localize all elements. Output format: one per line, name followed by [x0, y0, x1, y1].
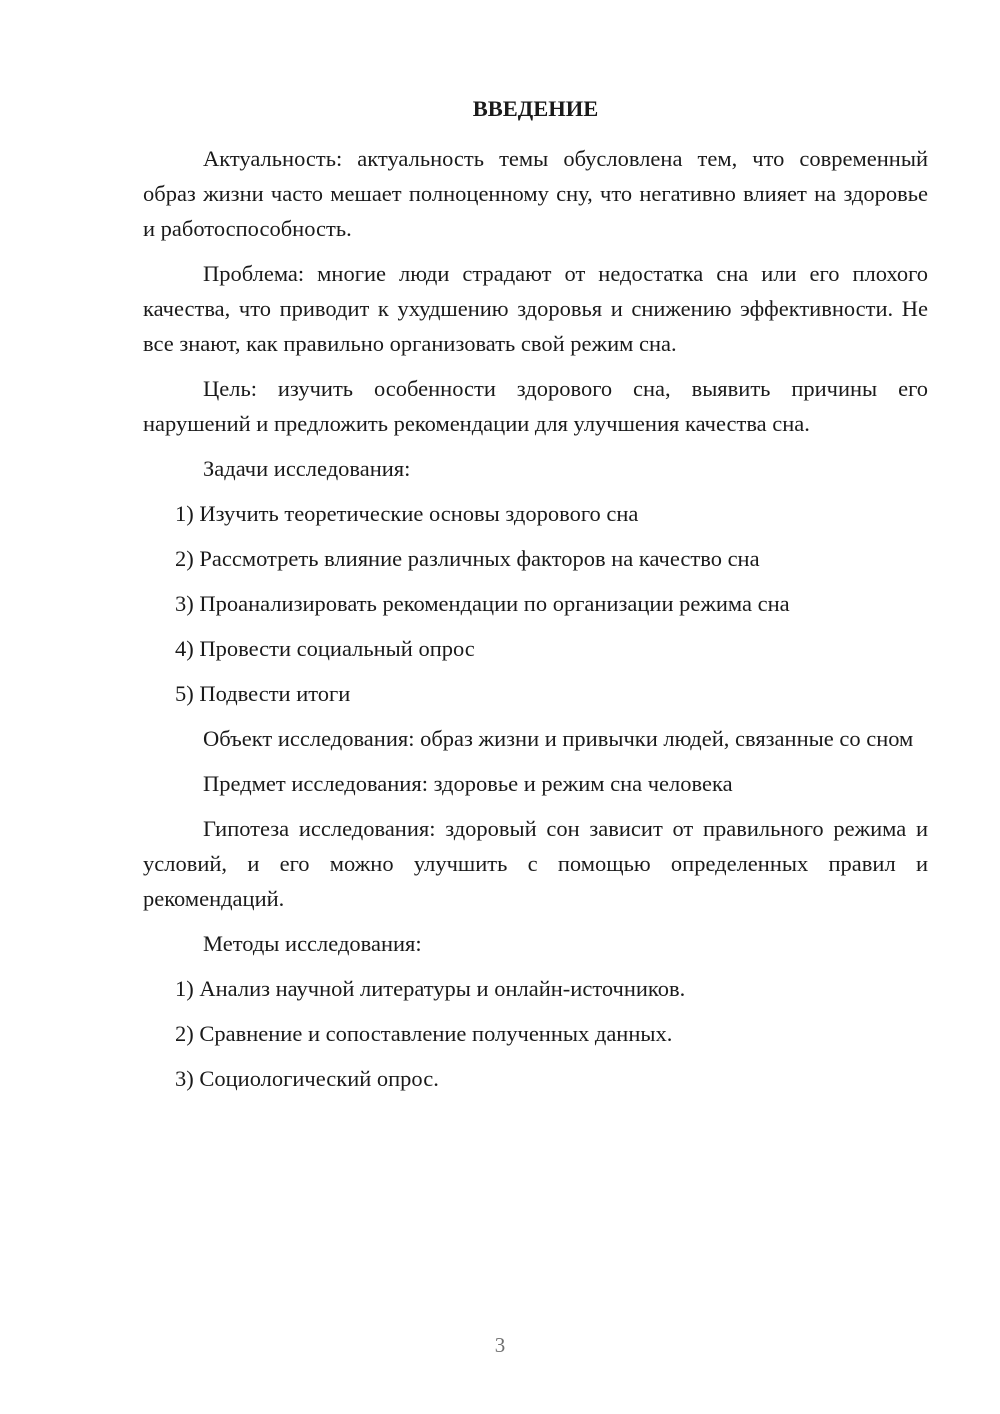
tasks-title: Задачи исследования: — [203, 456, 411, 481]
list-item: 1) Изучить теоретические основы здорового сна — [175, 501, 639, 526]
list-item: 3) Социологический опрос. — [175, 1066, 439, 1091]
paragraph-subject: Предмет исследования: здоровье и режим сна человека — [203, 771, 733, 796]
list-item: 3) Проанализировать рекомендации по организации режима сна — [175, 591, 790, 616]
methods-list — [143, 971, 928, 1096]
list-item: 2) Сравнение и сопоставление полученных данных. — [175, 1021, 673, 1046]
tasks-list — [143, 496, 928, 711]
list-item: 2) Рассмотреть влияние различных факторов на качество сна — [175, 546, 760, 571]
paragraph-hypothesis: Гипотеза исследования: здоровый сон зависит от правильного режима и условий, и его можно улучшить с помощью определенных правил и рекомендаций. — [143, 816, 928, 911]
paragraph-problem: Проблема: многие люди страдают от недостатка сна или его плохого качества, что приводит к ухудшению здоровья и снижению эффективности. Не все знают, как правильно организовать свой режим сна. — [143, 261, 928, 356]
page-content — [143, 94, 928, 1106]
list-item: 5) Подвести итоги — [175, 681, 351, 706]
methods-title: Методы исследования: — [203, 931, 422, 956]
page-number: 3 — [494, 1333, 506, 1357]
paragraph-object: Объект исследования: образ жизни и привычки людей, связанные со сном — [203, 726, 914, 751]
list-item: 1) Анализ научной литературы и онлайн-источников. — [175, 976, 686, 1001]
paragraph-relevance: Актуальность: актуальность темы обусловлена тем, что современный образ жизни часто мешает полноценному сну, что негативно влияет на здоровье и работоспособность. — [143, 146, 928, 241]
section-heading: ВВЕДЕНИЕ — [472, 96, 599, 121]
paragraph-goal: Цель: изучить особенности здорового сна, выявить причины его нарушений и предложить рекомендации для улучшения качества сна. — [143, 376, 928, 436]
list-item: 4) Провести социальный опрос — [175, 636, 475, 661]
